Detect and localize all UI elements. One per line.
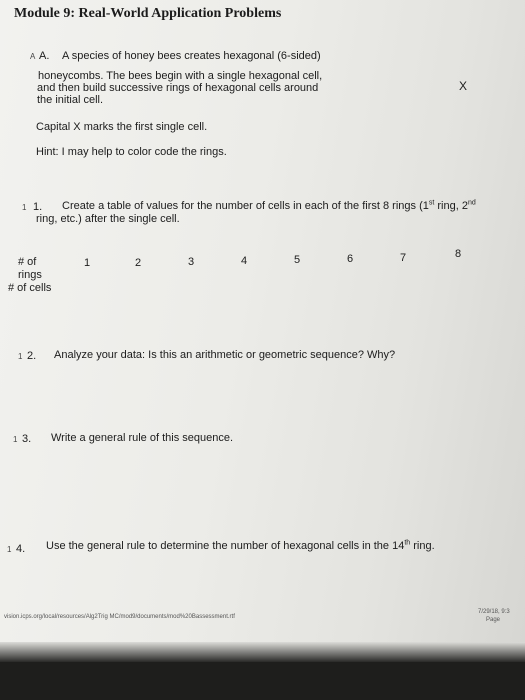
q4-label: 4.: [16, 543, 26, 555]
section-a-line1: A species of honey bees creates hexagonal (6-sided): [62, 50, 321, 62]
section-a-line2: honeycombs. The bees begin with a single hexagonal cell,: [38, 70, 323, 82]
q3-text: Write a general rule of this sequence.: [51, 432, 234, 444]
footer-date: 7/29/18, 9:3: [478, 609, 510, 615]
q4-text: [46, 540, 435, 552]
q2-text: Analyze your data: Is this an arithmetic or geometric sequence? Why?: [54, 349, 396, 361]
q1-sup1: st: [428, 199, 435, 207]
table-number: 3: [188, 256, 195, 268]
table-number: 4: [241, 255, 248, 267]
q3-label: 3.: [22, 433, 32, 445]
table-number: 7: [400, 252, 407, 264]
table-row-label-cells: # of cells: [8, 282, 52, 294]
table-number: 5: [294, 254, 301, 266]
q1-text-before: Create a table of values for the number of cells in each of the first 8 rings (1: [62, 200, 429, 212]
table-number: 6: [347, 253, 354, 265]
section-a-label: A.: [39, 50, 50, 62]
q1-label: 1.: [33, 201, 43, 213]
q1-text-mid: ring, 2: [434, 200, 468, 212]
q1-text-line1: [62, 200, 476, 212]
footer-page: Page: [486, 617, 501, 623]
module-title: Module 9: Real-World Application Problems: [14, 6, 282, 21]
section-a-line4: the initial cell.: [37, 94, 104, 106]
page-bottom-shadow: [0, 642, 525, 662]
hint-text: Hint: I may help to color code the rings.: [36, 146, 227, 158]
table-number: 1: [84, 257, 91, 269]
x-mark: X: [459, 79, 468, 93]
section-a-marker: A: [30, 52, 36, 61]
q1-text-line2: ring, etc.) after the single cell.: [36, 213, 180, 225]
q1-marker: 1: [22, 203, 27, 212]
q3-marker: 1: [13, 435, 18, 444]
table-row-label-rings-b: rings: [18, 269, 42, 281]
table-row-label-rings-a: # of: [18, 256, 37, 268]
q2-marker: 1: [18, 352, 23, 361]
footer-url: vision.icps.org/local/resources/Alg2Trig MC/mod9/documents/mod%20Bassessment.rtf: [4, 614, 235, 620]
q4-marker: 1: [7, 545, 12, 554]
section-a-line3: and then build successive rings of hexagonal cells around: [37, 82, 319, 94]
q4-text-before: Use the general rule to determine the number of hexagonal cells in the 14: [46, 540, 405, 552]
q1-sup2: nd: [467, 199, 476, 207]
capital-x-note: Capital X marks the first single cell.: [36, 121, 208, 133]
table-number: 8: [455, 248, 462, 260]
q4-text-after: ring.: [410, 540, 435, 552]
q4-sup: th: [404, 539, 411, 547]
q2-label: 2.: [27, 350, 37, 362]
table-number: 2: [135, 257, 142, 269]
